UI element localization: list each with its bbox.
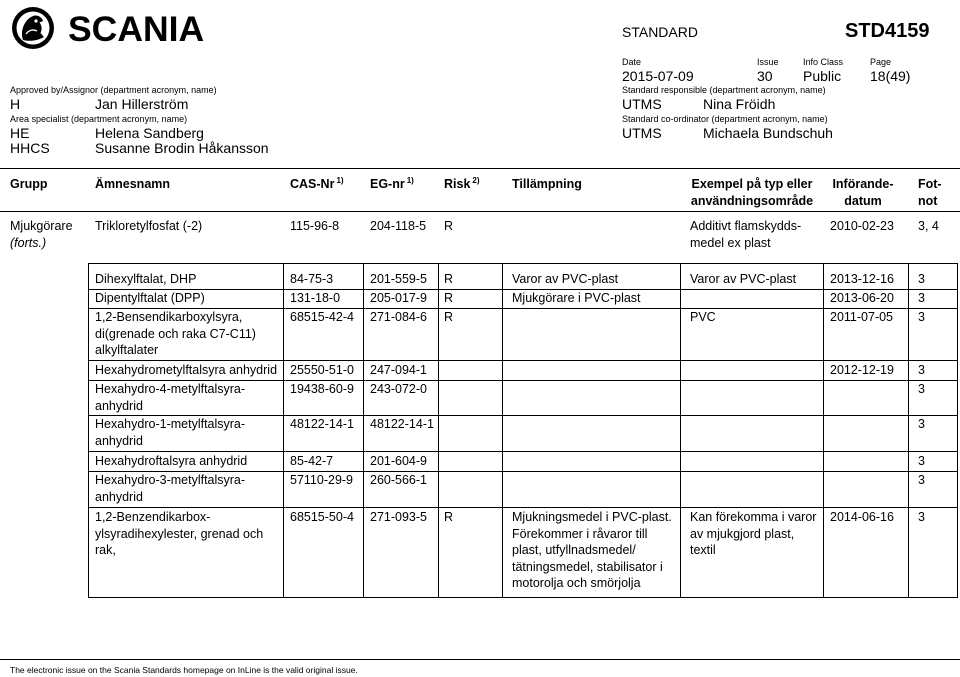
text-line: Varor av PVC-plast <box>690 272 797 286</box>
footnote-ref: 3 <box>918 310 925 324</box>
column-header-application: Tillämpning <box>512 177 582 191</box>
column-header-eg <box>370 176 414 193</box>
eg-number: 247-094-1 <box>370 363 427 377</box>
example-use <box>690 309 716 326</box>
text-line: medel ex plast <box>690 235 771 250</box>
application <box>512 509 672 592</box>
example-use <box>690 509 816 559</box>
text-line: Dipentylftalat (DPP) <box>95 291 205 305</box>
cas-number: 85-42-7 <box>290 454 334 468</box>
text-line: 1,2-Benzendikarbox- <box>95 510 211 524</box>
introduction-date: 2014-06-16 <box>830 510 894 524</box>
text-line: Kan förekomma i varor <box>690 510 817 524</box>
column-header-group: Grupp <box>10 177 48 191</box>
text-line: Hexahydro-3-metylftalsyra- <box>95 473 246 487</box>
column-header-risk <box>444 176 480 193</box>
standard-responsible-name: Nina Fröidh <box>703 96 776 112</box>
page-label: Page <box>870 56 892 67</box>
risk-code: R <box>444 310 454 324</box>
eg-number: 243-072-0 <box>370 382 427 396</box>
footnote-ref: 3 <box>918 272 925 286</box>
introduction-date: 2013-06-20 <box>830 291 894 305</box>
text-line: Mjukgörare i PVC-plast <box>512 291 641 305</box>
column-header-name: Ämnesnamn <box>95 177 171 191</box>
substance-name <box>95 362 277 379</box>
approved-name: Jan Hillerström <box>95 96 189 112</box>
cas-number: 68515-42-4 <box>290 310 354 324</box>
substance-name <box>95 309 256 359</box>
footnote-ref: 3 <box>918 291 925 305</box>
text-line: Mjukningsmedel i PVC-plast. <box>512 510 672 524</box>
header-line: datum <box>844 193 882 208</box>
standard-coordinator-name: Michaela Bundschuh <box>703 125 833 141</box>
header-line: Exempel på typ eller <box>691 177 813 191</box>
risk-label: Risk <box>444 177 471 191</box>
griffin-emblem-icon <box>12 7 54 49</box>
footnote-ref: 3 <box>918 510 925 524</box>
text-line: plast, utfyllnadsmedel/ <box>512 543 636 557</box>
cas-label: CAS-Nr <box>290 177 335 191</box>
document-number: STD4159 <box>845 20 930 42</box>
cas-number: 25550-51-0 <box>290 363 354 377</box>
text-line: Additivt flamskydds- <box>690 219 802 233</box>
column-header-cas <box>290 176 344 193</box>
approved-dept: H <box>10 96 21 112</box>
area-specialist-name: Helena Sandberg <box>95 125 204 141</box>
text-line: di(grenade och raka C7-C11) <box>95 326 256 341</box>
eg-label: EG-nr <box>370 177 405 191</box>
footnote-ref: 1) <box>336 176 344 185</box>
footnote-ref: 3, 4 <box>918 219 939 233</box>
introduction-date: 2012-12-19 <box>830 363 894 377</box>
group-cell <box>10 218 73 251</box>
footnote-ref: 3 <box>918 454 925 468</box>
text-line: Varor av PVC-plast <box>512 272 619 286</box>
text-line: PVC <box>690 310 716 324</box>
substance-name <box>95 381 245 414</box>
footnote-ref: 2) <box>472 176 480 185</box>
issue-label: Issue <box>757 56 779 67</box>
cas-number: 68515-50-4 <box>290 510 354 524</box>
cas-number: 84-75-3 <box>290 272 334 286</box>
header-line: Införande- <box>832 177 894 191</box>
risk-code: R <box>444 291 454 305</box>
substance-name <box>95 290 205 307</box>
approved-by-label: Approved by/Assignor (department acronym, name) <box>10 84 217 95</box>
text-line: Dihexylftalat, DHP <box>95 272 197 286</box>
text-line: Hexahydrometylftalsyra anhydrid <box>95 363 278 377</box>
document-type: STANDARD <box>622 24 698 40</box>
cas-number: 115-96-8 <box>290 219 340 233</box>
footnote-ref: 1) <box>406 176 414 185</box>
text-line: Hexahydroftalsyra anhydrid <box>95 454 248 468</box>
risk-code: R <box>444 219 454 233</box>
text-line: av mjukgjord plast, <box>690 526 795 541</box>
text-line: rak, <box>95 543 116 557</box>
eg-number: 201-604-9 <box>370 454 427 468</box>
introduction-date: 2010-02-23 <box>830 219 894 233</box>
logo-wordmark: SCANIA <box>68 9 205 49</box>
standard-coordinator-label: Standard co-ordinator (department acronym, name) <box>622 113 828 124</box>
risk-code: R <box>444 510 454 524</box>
footnote-ref: 3 <box>918 473 925 487</box>
issue-value: 30 <box>757 68 773 84</box>
cas-number: 19438-60-9 <box>290 382 354 396</box>
page-value: 18(49) <box>870 68 911 84</box>
risk-code: R <box>444 272 454 286</box>
footer-note: The electronic issue on the Scania Standards homepage on InLine is the valid original issue. <box>10 665 358 675</box>
cas-number: 48122-14-1 <box>290 417 354 431</box>
area-specialist-name: Susanne Brodin Håkansson <box>95 140 269 156</box>
group-name: Mjukgörare <box>10 219 73 233</box>
text-line: anhydrid <box>95 398 143 413</box>
header-line: användningsområde <box>690 193 814 208</box>
column-header-example <box>686 176 818 209</box>
column-header-footnote <box>918 176 942 209</box>
eg-number: 271-093-5 <box>370 510 427 524</box>
example-use <box>690 218 801 251</box>
cas-number: 131-18-0 <box>290 291 341 305</box>
eg-number: 201-559-5 <box>370 272 427 286</box>
substance-name: Trikloretylfosfat (-2) <box>95 219 203 233</box>
info-class-label: Info Class <box>803 56 844 67</box>
footnote-ref: 3 <box>918 363 925 377</box>
standard-responsible-label: Standard responsible (department acronym, name) <box>622 84 826 95</box>
info-class-value: Public <box>803 68 842 84</box>
introduction-date: 2013-12-16 <box>830 272 894 286</box>
text-line: 1,2-Bensendikarboxylsyra, <box>95 310 243 324</box>
header-line: Fot- <box>918 177 942 191</box>
text-line: alkylftalater <box>95 343 159 357</box>
area-specialist-dept: HHCS <box>10 140 50 156</box>
date-value: 2015-07-09 <box>622 68 694 84</box>
introduction-date: 2011-07-05 <box>830 310 894 324</box>
header-divider <box>0 168 960 169</box>
group-continued-note: (forts.) <box>10 235 47 250</box>
substance-name <box>95 271 196 288</box>
text-line: Förekommer i råvaror till <box>512 526 648 541</box>
substance-name <box>95 509 263 559</box>
eg-number: 271-084-6 <box>370 310 427 324</box>
standard-responsible-dept: UTMS <box>622 96 662 112</box>
eg-number: 260-566-1 <box>370 473 427 487</box>
footnote-ref: 3 <box>918 417 925 431</box>
header-line: not <box>918 193 938 208</box>
eg-number: 48122-14-1 <box>370 417 434 431</box>
substance-name <box>95 416 245 449</box>
example-use <box>690 271 796 288</box>
text-line: textil <box>690 543 716 557</box>
text-line: anhydrid <box>95 433 143 448</box>
substance-name <box>95 472 245 505</box>
text-line: Hexahydro-4-metylftalsyra- <box>95 382 246 396</box>
eg-number: 205-017-9 <box>370 291 427 305</box>
column-header-date <box>826 176 900 209</box>
text-line: Hexahydro-1-metylftalsyra- <box>95 417 246 431</box>
scania-logo <box>6 4 216 56</box>
application <box>512 271 618 288</box>
eg-number: 204-118-5 <box>370 219 427 233</box>
footer-divider <box>0 659 960 660</box>
text-line: motorolja och smörjolja <box>512 576 641 590</box>
area-specialist-label: Area specialist (department acronym, name) <box>10 113 188 124</box>
text-line: ylsyradihexylester, grenad och <box>95 526 264 541</box>
standard-coordinator-dept: UTMS <box>622 125 662 141</box>
date-label: Date <box>622 56 642 67</box>
area-specialist-dept: HE <box>10 125 30 141</box>
text-line: tätningsmedel, stabilisator i <box>512 559 663 574</box>
text-line: anhydrid <box>95 489 143 504</box>
application <box>512 290 641 307</box>
cas-number: 57110-29-9 <box>290 473 354 487</box>
footnote-ref: 3 <box>918 382 925 396</box>
substance-name <box>95 453 247 470</box>
table-header-divider <box>0 211 960 212</box>
